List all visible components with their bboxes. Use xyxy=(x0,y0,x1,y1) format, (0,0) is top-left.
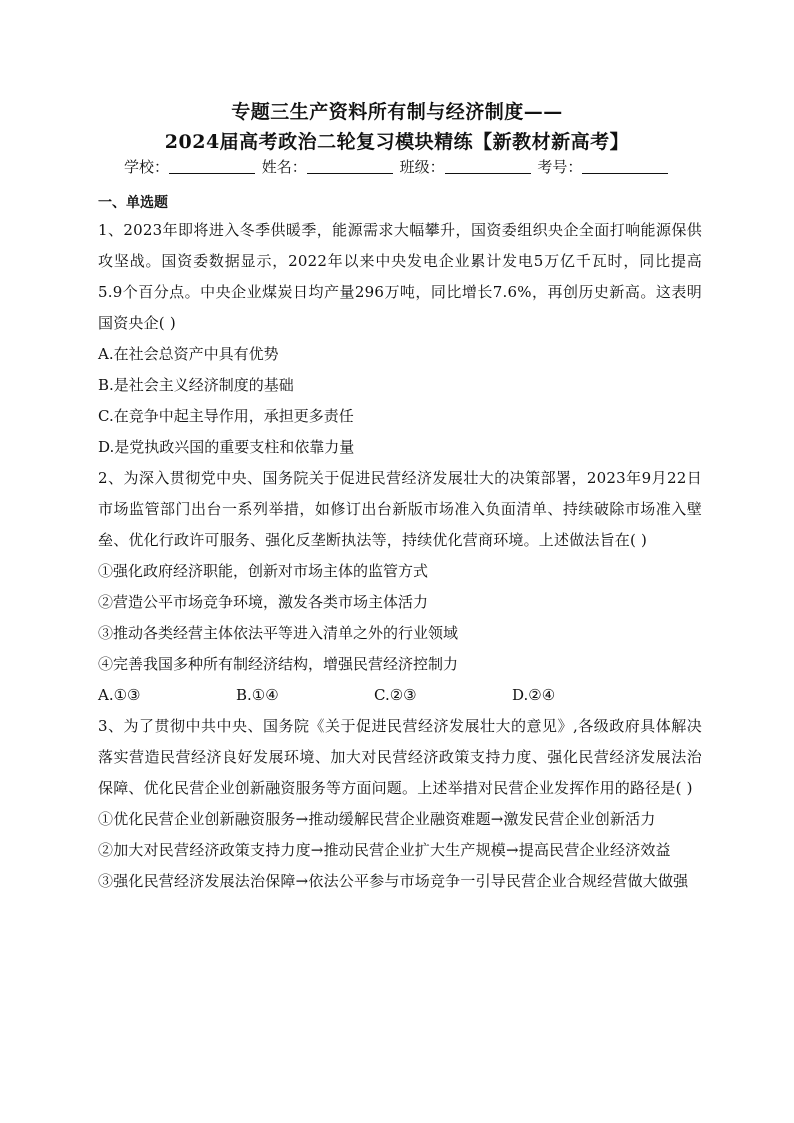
question-3-item-3: ③强化民营经济发展法治保障→依法公平参与市场竞争一引导民营企业合规经营做大做强 xyxy=(98,872,689,890)
question-2-option-a: A.①③ xyxy=(98,686,141,704)
name-label: 姓名： xyxy=(261,158,307,176)
question-2-stem: 2、为深入贯彻党中央、国务院关于促进民营经济发展壮大的决策部署，2023年9月22日市场监管部门出台一系列举措，如修订出台新版市场准入负面清单、持续破除市场准入壁垒、优化行政许可服务、强化反垄断执法等，持续优化营商环境。上述做法旨在( ) xyxy=(98,469,702,549)
question-3-item-2: ②加大对民营经济政策支持力度→推动民营企业扩大生产规模→提高民营企业经济效益 xyxy=(98,841,671,859)
question-2-item-1: ①强化政府经济职能，创新对市场主体的监管方式 xyxy=(98,562,429,580)
question-3-stem: 3、为了贯彻中共中央、国务院《关于促进民营经济发展壮大的意见》,各级政府具体解决落实营造民营经济良好发展环境、加大对民营经济政策支持力度、强化民营经济发展法治保障、优化民营企业创新融资服务等方面问题。上述举措对民营企业发挥作用的路径是( ) xyxy=(98,717,702,797)
question-3-item-1: ①优化民营企业创新融资服务→推动缓解民营企业融资难题→激发民营企业创新活力 xyxy=(98,810,656,828)
section-heading: 一、单选题 xyxy=(98,195,168,211)
title-line-1: 专题三生产资料所有制与经济制度—— xyxy=(231,101,563,123)
question-2-option-d: D.②④ xyxy=(512,686,556,704)
name-blank xyxy=(307,159,393,174)
question-1-option-b: B.是社会主义经济制度的基础 xyxy=(98,376,294,394)
class-blank xyxy=(445,159,531,174)
question-content xyxy=(98,193,702,897)
question-1-option-a: A.在社会总资产中具有优势 xyxy=(98,345,279,363)
question-1-option-c: C.在竞争中起主导作用，承担更多责任 xyxy=(98,407,354,425)
student-info-row xyxy=(124,156,684,177)
question-2-options xyxy=(98,680,702,711)
title-line-2: 2024届高考政治二轮复习模块精练【新教材新高考】 xyxy=(164,131,630,153)
question-2-item-3: ③推动各类经营主体依法平等进入清单之外的行业领域 xyxy=(98,624,459,642)
question-1-stem: 1、2023年即将进入冬季供暖季，能源需求大幅攀升，国资委组织央企全面打响能源保供攻坚战。国资委数据显示，2022年以来中央发电企业累计发电5万亿千瓦时，同比提高5.9个百分点。中央企业煤炭日均产量296万吨，同比增长7.6%，再创历史新高。这表明国资央企( ) xyxy=(98,221,702,332)
question-2-option-c: C.②③ xyxy=(374,686,417,704)
question-1-option-d: D.是党执政兴国的重要支柱和依靠力量 xyxy=(98,438,355,456)
class-label: 班级： xyxy=(399,158,445,176)
exam-number-blank xyxy=(582,159,668,174)
question-2-item-4: ④完善我国多种所有制经济结构，增强民营经济控制力 xyxy=(98,655,459,673)
question-2-option-b: B.①④ xyxy=(236,686,279,704)
school-blank xyxy=(169,159,255,174)
school-label: 学校： xyxy=(124,158,170,176)
exam-number-label: 考号： xyxy=(537,158,583,176)
question-2-item-2: ②营造公平市场竞争环境，激发各类市场主体活力 xyxy=(98,593,429,611)
